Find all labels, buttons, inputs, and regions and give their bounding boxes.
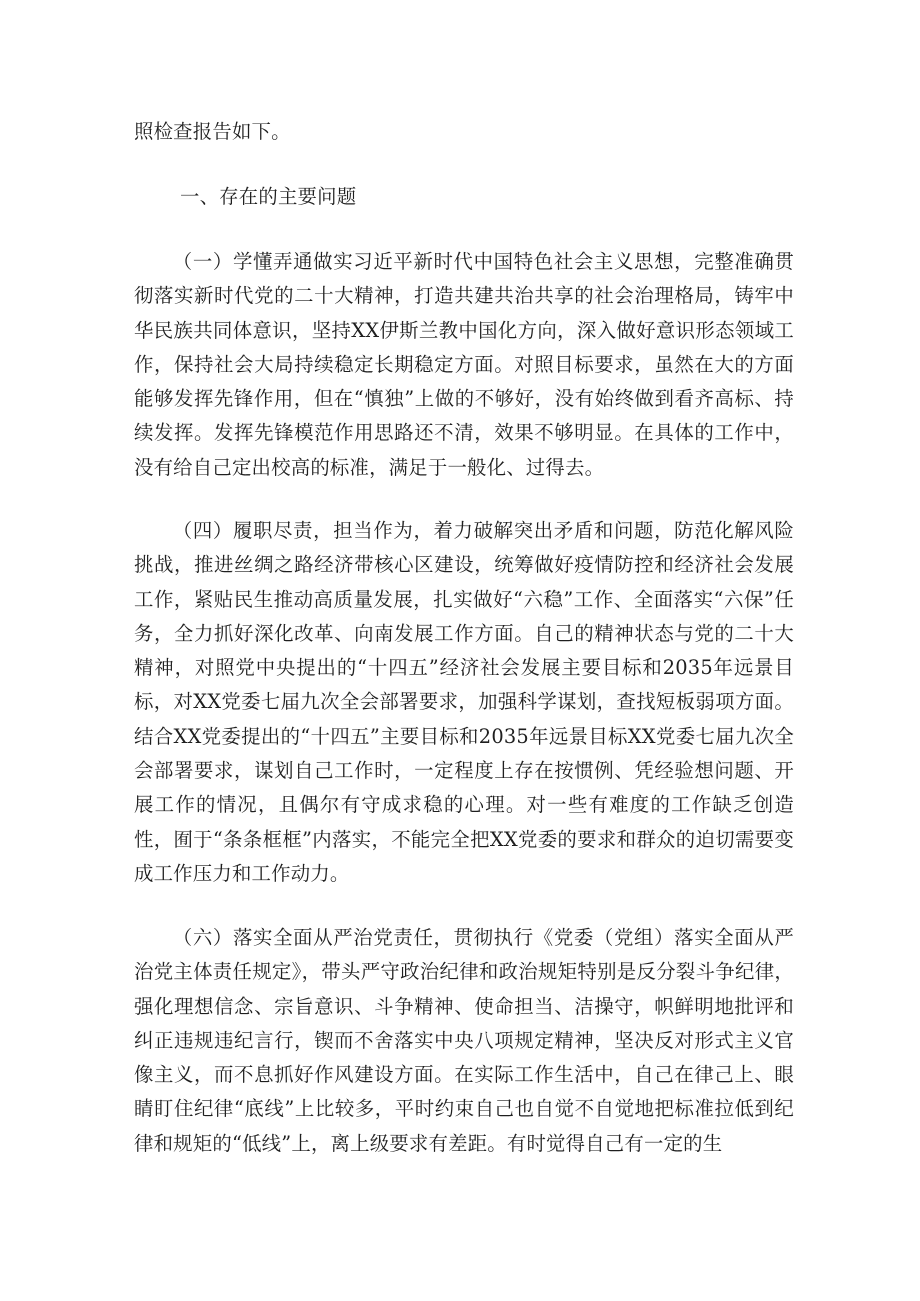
section-heading-main-problems: 一、存在的主要问题 xyxy=(180,185,357,208)
paragraph-intro-tail: 照检查报告如下。 xyxy=(134,120,291,143)
paragraph-item-1: （一）学懂弄通做实习近平新时代中国特色社会主义思想，完整准确贯彻落实新时代党的二十大精神，打造共建共治共享的社会治理格局，铸牢中华民族共同体意识，坚持XX伊斯兰教中国化方向，深入做好意识形态领域工作，保持社会大局持续稳定长期稳定方面。对照目标要求，虽然在大的方面能够发挥先锋作用，但在“慎独”上做的不够好，没有始终做到看齐高标、持续发挥。发挥先锋模范作用思路还不清，效果不够明显。在具体的工作中，没有给自己定出校高的标准，满足于一般化、过得去。 xyxy=(134,250,794,479)
paragraph-item-4: （四）履职尽责，担当作为，着力破解突出矛盾和问题，防范化解风险挑战，推进丝绸之路经济带核心区建设，统筹做好疫情防控和经济社会发展工作，紧贴民生推动高质量发展，扎实做好“六稳”工作、全面落实“六保”任务，全力抓好深化改革、向南发展工作方面。自己的精神状态与党的二十大精神，对照党中央提出的“十四五”经济社会发展主要目标和2035年远景目标，对XX党委七届九次全会部署要求，加强科学谋划，查找短板弱项方面。结合XX党委提出的“十四五”主要目标和2035年远景目标XX党委七届九次全会部署要求，谋划自己工作时，一定程度上存在按惯例、凭经验想问题、开展工作的情况，且偶尔有守成求稳的心理。对一些有难度的工作缺乏创造性，囿于“条条框框”内落实，不能完全把XX党委的要求和群众的迫切需要变成工作压力和工作动力。 xyxy=(134,519,794,885)
paragraph-item-6: （六）落实全面从严治党责任，贯彻执行《党委（党组）落实全面从严治党主体责任规定》，带头严守政治纪律和政治规矩特别是反分裂斗争纪律，强化理想信念、宗旨意识、斗争精神、使命担当、洁操守，帜鲜明地批评和纠正违规违纪言行，锲而不舍落实中央八项规定精神，坚决反对形式主义官像主义，而不息抓好作风建设方面。在实际工作生活中，自己在律己上、眼睛盯住纪律“底线”上比较多，平时约束自己也自觉不自觉地把标准拉低到纪律和规矩的“低线”上，离上级要求有差距。有时觉得自己有一定的生 xyxy=(134,926,794,1155)
